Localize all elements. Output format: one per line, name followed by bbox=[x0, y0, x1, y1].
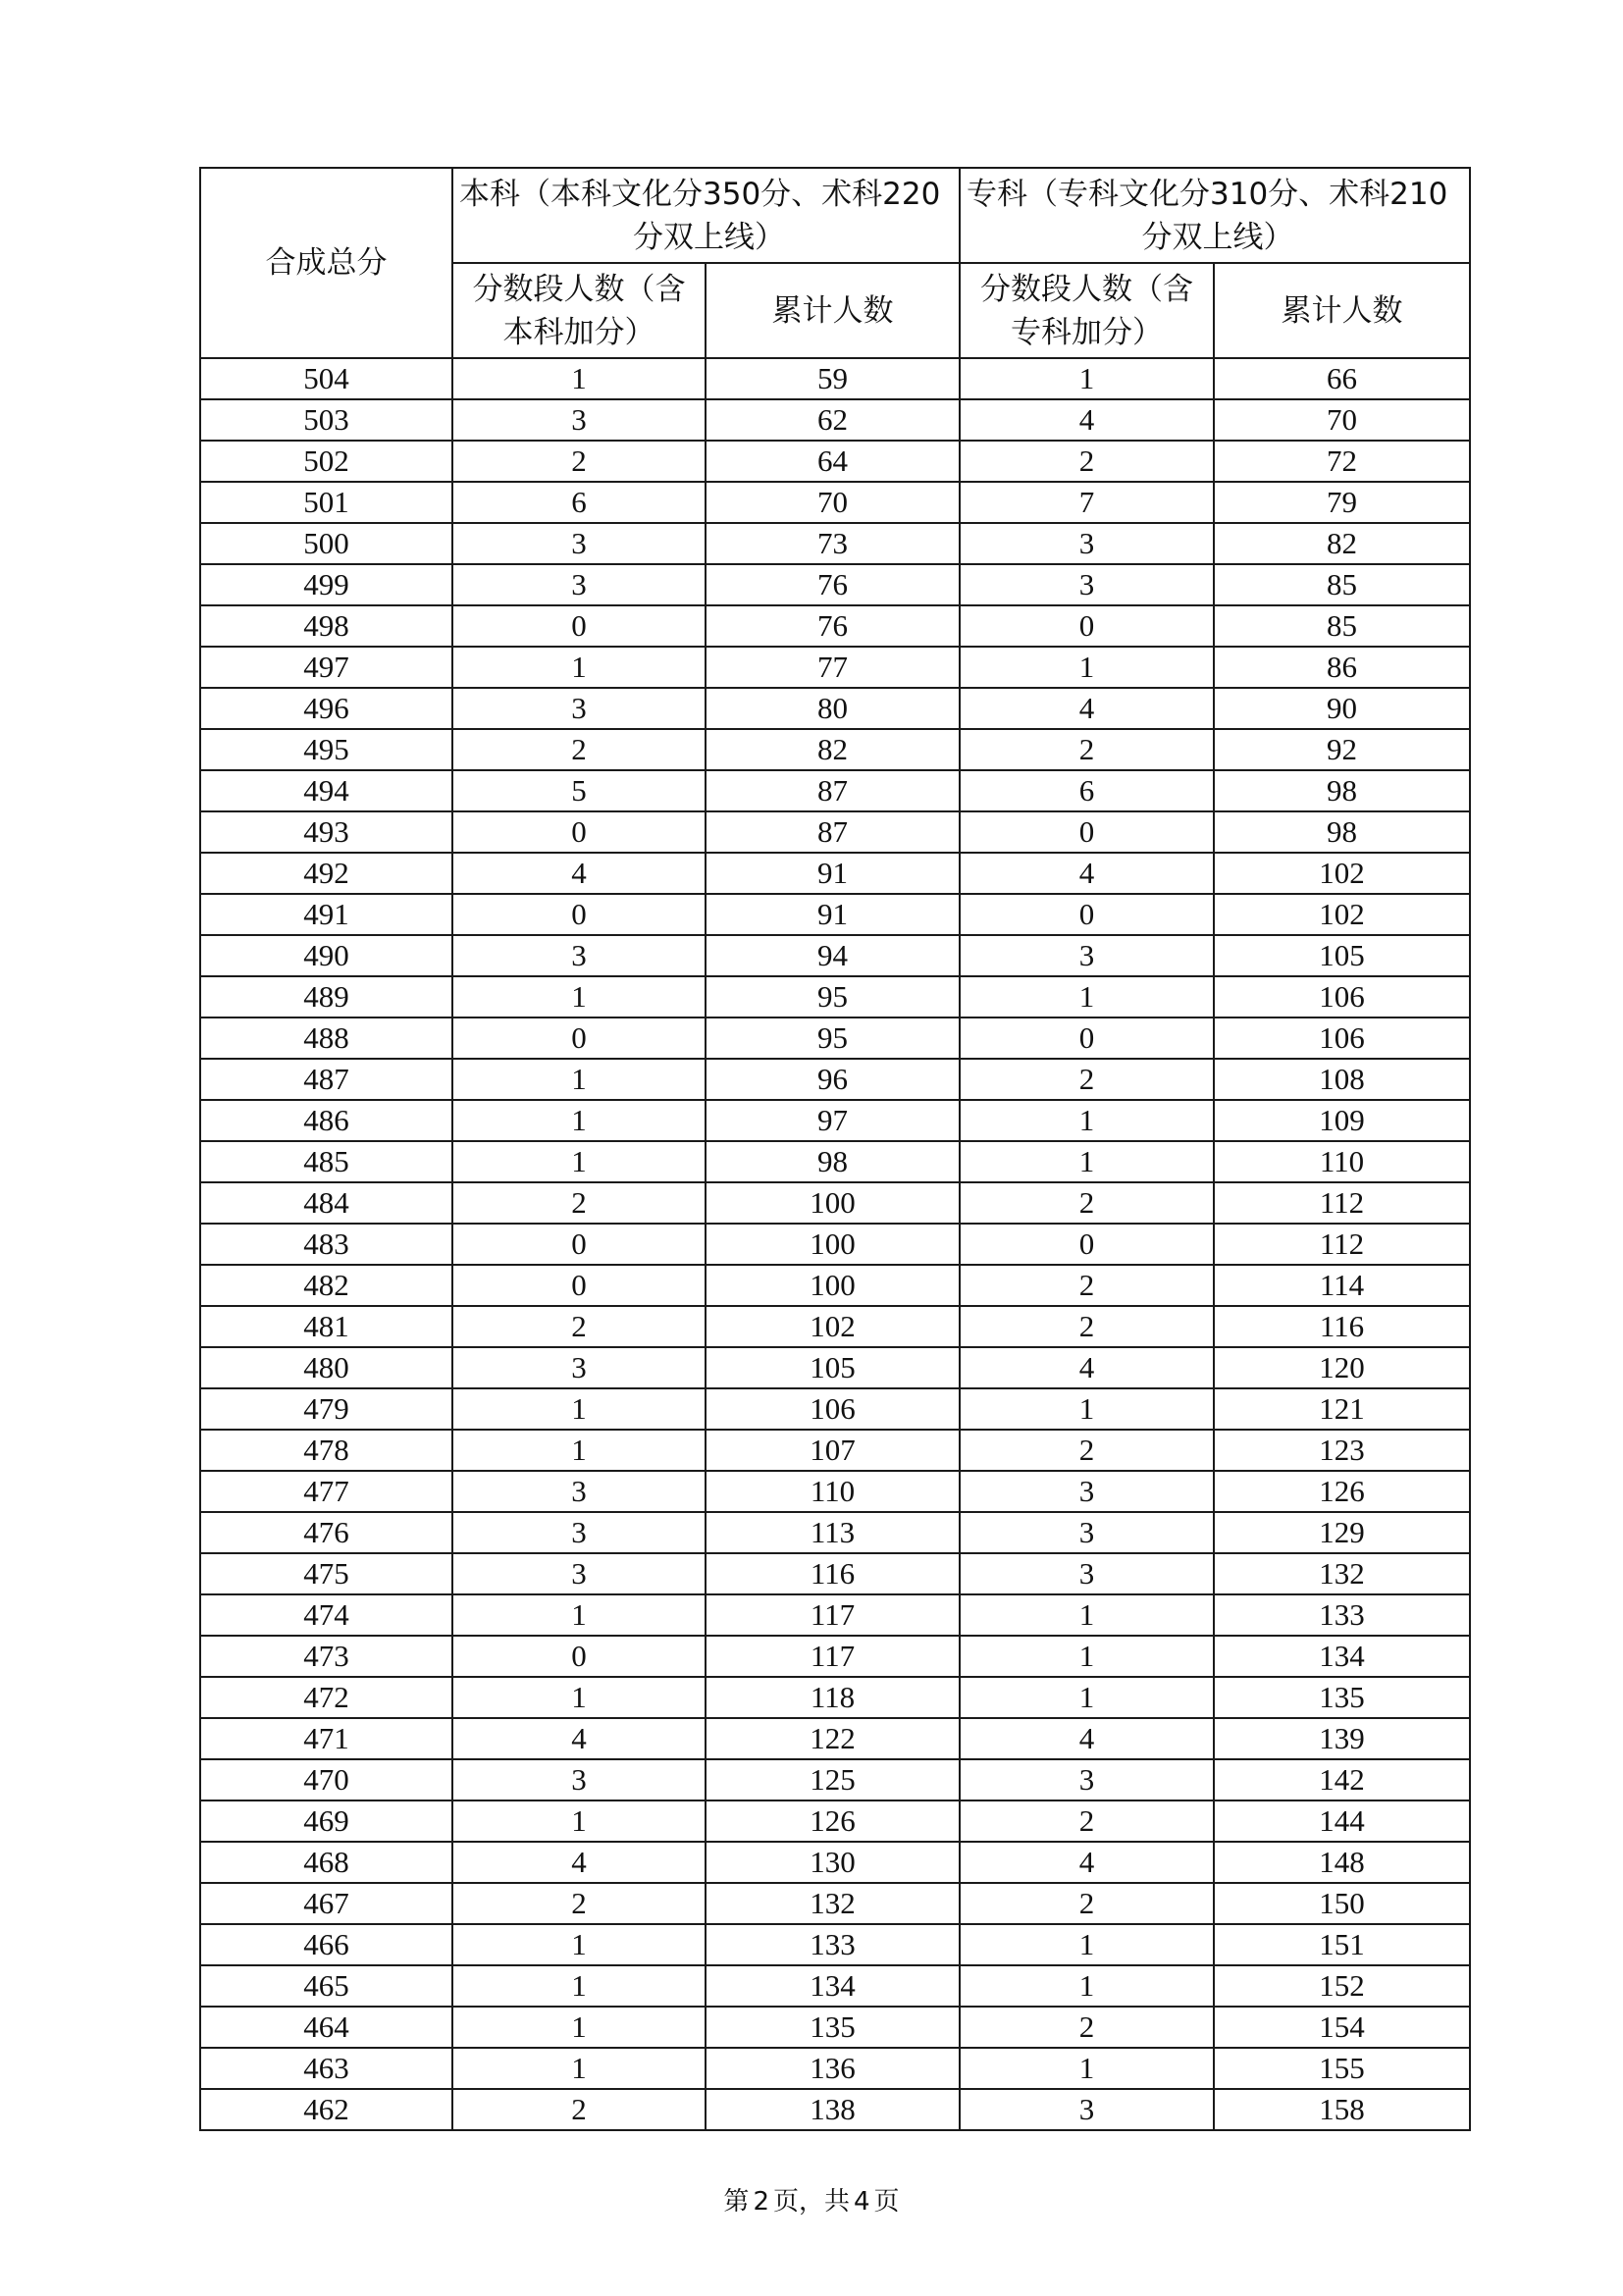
header-junior-count-line1: 分数段人数（含 bbox=[980, 271, 1193, 307]
score-cell: 463 bbox=[200, 2048, 452, 2089]
table-row bbox=[200, 2089, 1470, 2130]
undergrad-cumulative-cell: 100 bbox=[706, 1265, 960, 1306]
undergrad-count-cell: 1 bbox=[452, 1388, 706, 1430]
undergrad-count-cell: 2 bbox=[452, 1883, 706, 1924]
undergrad-count-cell: 0 bbox=[452, 811, 706, 853]
junior-count-cell: 1 bbox=[960, 1100, 1214, 1141]
score-distribution-table bbox=[199, 167, 1471, 2131]
undergrad-count-cell: 1 bbox=[452, 1677, 706, 1718]
table-row bbox=[200, 1224, 1470, 1265]
undergrad-cumulative-cell: 94 bbox=[706, 935, 960, 976]
undergrad-count-cell: 0 bbox=[452, 1636, 706, 1677]
undergrad-cumulative-cell: 95 bbox=[706, 1018, 960, 1059]
table-row bbox=[200, 1553, 1470, 1594]
table-row bbox=[200, 1842, 1470, 1883]
undergrad-cumulative-cell: 64 bbox=[706, 441, 960, 482]
score-cell: 489 bbox=[200, 976, 452, 1018]
junior-count-cell: 2 bbox=[960, 1883, 1214, 1924]
header-junior-count-line2: 专科加分） bbox=[1011, 314, 1163, 350]
junior-cumulative-cell: 142 bbox=[1214, 1759, 1470, 1800]
junior-cumulative-cell: 106 bbox=[1214, 976, 1470, 1018]
undergrad-cumulative-cell: 97 bbox=[706, 1100, 960, 1141]
undergrad-cumulative-cell: 98 bbox=[706, 1141, 960, 1182]
junior-count-cell: 2 bbox=[960, 1800, 1214, 1842]
header-junior-cumulative bbox=[1214, 263, 1470, 358]
junior-count-cell: 2 bbox=[960, 1306, 1214, 1347]
junior-cumulative-cell: 150 bbox=[1214, 1883, 1470, 1924]
undergrad-count-cell: 4 bbox=[452, 1718, 706, 1759]
undergrad-count-cell: 1 bbox=[452, 2007, 706, 2048]
junior-count-cell: 1 bbox=[960, 1388, 1214, 1430]
junior-cumulative-cell: 135 bbox=[1214, 1677, 1470, 1718]
table-body bbox=[200, 358, 1470, 2130]
junior-count-cell: 0 bbox=[960, 1224, 1214, 1265]
header-undergrad-count-line2: 本科加分） bbox=[502, 314, 655, 350]
undergrad-count-cell: 3 bbox=[452, 564, 706, 605]
junior-cumulative-cell: 148 bbox=[1214, 1842, 1470, 1883]
header-junior-group bbox=[960, 168, 1470, 263]
junior-cumulative-cell: 112 bbox=[1214, 1182, 1470, 1224]
undergrad-count-cell: 1 bbox=[452, 1800, 706, 1842]
table-row bbox=[200, 1182, 1470, 1224]
footer-suffix: 页 bbox=[873, 2187, 900, 2217]
score-cell: 471 bbox=[200, 1718, 452, 1759]
table-row bbox=[200, 1265, 1470, 1306]
score-cell: 473 bbox=[200, 1636, 452, 1677]
undergrad-cumulative-cell: 91 bbox=[706, 894, 960, 935]
junior-count-cell: 2 bbox=[960, 1182, 1214, 1224]
table-row bbox=[200, 1141, 1470, 1182]
score-cell: 485 bbox=[200, 1141, 452, 1182]
junior-count-cell: 1 bbox=[960, 1141, 1214, 1182]
junior-cumulative-cell: 106 bbox=[1214, 1018, 1470, 1059]
score-cell: 491 bbox=[200, 894, 452, 935]
undergrad-count-cell: 3 bbox=[452, 1471, 706, 1512]
table-row bbox=[200, 1100, 1470, 1141]
undergrad-cumulative-cell: 76 bbox=[706, 564, 960, 605]
junior-cumulative-cell: 98 bbox=[1214, 811, 1470, 853]
junior-count-cell: 4 bbox=[960, 1842, 1214, 1883]
table-row bbox=[200, 853, 1470, 894]
junior-count-cell: 3 bbox=[960, 1512, 1214, 1553]
undergrad-cumulative-cell: 87 bbox=[706, 770, 960, 811]
table-row bbox=[200, 1965, 1470, 2007]
undergrad-count-cell: 1 bbox=[452, 1594, 706, 1636]
junior-count-cell: 1 bbox=[960, 647, 1214, 688]
header-junior-count bbox=[960, 263, 1214, 358]
score-cell: 494 bbox=[200, 770, 452, 811]
undergrad-count-cell: 4 bbox=[452, 853, 706, 894]
table-row bbox=[200, 647, 1470, 688]
undergrad-cumulative-cell: 76 bbox=[706, 605, 960, 647]
header-junior-line2: 分双上线） bbox=[1141, 219, 1294, 255]
junior-count-cell: 1 bbox=[960, 1677, 1214, 1718]
undergrad-count-cell: 2 bbox=[452, 1182, 706, 1224]
junior-cumulative-cell: 90 bbox=[1214, 688, 1470, 729]
score-cell: 492 bbox=[200, 853, 452, 894]
undergrad-count-cell: 0 bbox=[452, 1018, 706, 1059]
undergrad-cumulative-cell: 130 bbox=[706, 1842, 960, 1883]
undergrad-count-cell: 1 bbox=[452, 647, 706, 688]
junior-cumulative-cell: 112 bbox=[1214, 1224, 1470, 1265]
junior-count-cell: 7 bbox=[960, 482, 1214, 523]
undergrad-cumulative-cell: 113 bbox=[706, 1512, 960, 1553]
footer-prefix: 第 bbox=[723, 2187, 750, 2217]
undergrad-count-cell: 3 bbox=[452, 1512, 706, 1553]
table-row bbox=[200, 1800, 1470, 1842]
undergrad-count-cell: 1 bbox=[452, 1965, 706, 2007]
header-undergrad-cumulative bbox=[706, 263, 960, 358]
undergrad-count-cell: 2 bbox=[452, 1306, 706, 1347]
table-row bbox=[200, 523, 1470, 564]
header-undergrad-group bbox=[452, 168, 960, 263]
junior-count-cell: 2 bbox=[960, 1265, 1214, 1306]
junior-count-cell: 4 bbox=[960, 1347, 1214, 1388]
table-row bbox=[200, 1306, 1470, 1347]
junior-cumulative-cell: 105 bbox=[1214, 935, 1470, 976]
undergrad-cumulative-cell: 73 bbox=[706, 523, 960, 564]
junior-count-cell: 2 bbox=[960, 729, 1214, 770]
undergrad-count-cell: 5 bbox=[452, 770, 706, 811]
junior-count-cell: 4 bbox=[960, 688, 1214, 729]
score-cell: 498 bbox=[200, 605, 452, 647]
table-row bbox=[200, 1388, 1470, 1430]
undergrad-cumulative-cell: 95 bbox=[706, 976, 960, 1018]
junior-cumulative-cell: 109 bbox=[1214, 1100, 1470, 1141]
score-cell: 496 bbox=[200, 688, 452, 729]
undergrad-cumulative-cell: 107 bbox=[706, 1430, 960, 1471]
score-cell: 483 bbox=[200, 1224, 452, 1265]
score-cell: 499 bbox=[200, 564, 452, 605]
table-row bbox=[200, 2007, 1470, 2048]
footer-middle: 页，共 bbox=[772, 2187, 850, 2217]
table-row bbox=[200, 482, 1470, 523]
undergrad-count-cell: 6 bbox=[452, 482, 706, 523]
score-cell: 464 bbox=[200, 2007, 452, 2048]
junior-count-cell: 3 bbox=[960, 2089, 1214, 2130]
undergrad-count-cell: 3 bbox=[452, 399, 706, 441]
junior-cumulative-cell: 132 bbox=[1214, 1553, 1470, 1594]
undergrad-count-cell: 1 bbox=[452, 976, 706, 1018]
footer-page-number: 2 bbox=[753, 2187, 769, 2217]
table-row bbox=[200, 358, 1470, 399]
junior-cumulative-cell: 98 bbox=[1214, 770, 1470, 811]
undergrad-cumulative-cell: 102 bbox=[706, 1306, 960, 1347]
header-score-label: 合成总分 bbox=[265, 245, 388, 281]
junior-count-cell: 2 bbox=[960, 2007, 1214, 2048]
score-cell: 484 bbox=[200, 1182, 452, 1224]
junior-count-cell: 4 bbox=[960, 399, 1214, 441]
undergrad-cumulative-cell: 134 bbox=[706, 1965, 960, 2007]
junior-cumulative-cell: 126 bbox=[1214, 1471, 1470, 1512]
score-cell: 478 bbox=[200, 1430, 452, 1471]
junior-cumulative-cell: 144 bbox=[1214, 1800, 1470, 1842]
header-undergrad-cumulative-label: 累计人数 bbox=[771, 292, 894, 329]
junior-count-cell: 1 bbox=[960, 976, 1214, 1018]
junior-cumulative-cell: 110 bbox=[1214, 1141, 1470, 1182]
table-row bbox=[200, 399, 1470, 441]
table-row bbox=[200, 688, 1470, 729]
junior-cumulative-cell: 92 bbox=[1214, 729, 1470, 770]
junior-count-cell: 3 bbox=[960, 523, 1214, 564]
undergrad-cumulative-cell: 117 bbox=[706, 1594, 960, 1636]
score-cell: 482 bbox=[200, 1265, 452, 1306]
junior-cumulative-cell: 85 bbox=[1214, 564, 1470, 605]
junior-count-cell: 0 bbox=[960, 605, 1214, 647]
table-row bbox=[200, 1347, 1470, 1388]
table-row bbox=[200, 1018, 1470, 1059]
table-row bbox=[200, 770, 1470, 811]
undergrad-count-cell: 3 bbox=[452, 523, 706, 564]
undergrad-cumulative-cell: 100 bbox=[706, 1224, 960, 1265]
undergrad-count-cell: 1 bbox=[452, 1100, 706, 1141]
undergrad-count-cell: 1 bbox=[452, 1059, 706, 1100]
score-cell: 469 bbox=[200, 1800, 452, 1842]
undergrad-cumulative-cell: 136 bbox=[706, 2048, 960, 2089]
undergrad-count-cell: 3 bbox=[452, 1347, 706, 1388]
undergrad-cumulative-cell: 87 bbox=[706, 811, 960, 853]
junior-count-cell: 2 bbox=[960, 1430, 1214, 1471]
junior-cumulative-cell: 129 bbox=[1214, 1512, 1470, 1553]
table-row bbox=[200, 1759, 1470, 1800]
score-cell: 501 bbox=[200, 482, 452, 523]
junior-cumulative-cell: 151 bbox=[1214, 1924, 1470, 1965]
undergrad-count-cell: 0 bbox=[452, 894, 706, 935]
undergrad-cumulative-cell: 91 bbox=[706, 853, 960, 894]
undergrad-count-cell: 3 bbox=[452, 688, 706, 729]
junior-count-cell: 0 bbox=[960, 811, 1214, 853]
header-undergrad-count bbox=[452, 263, 706, 358]
header-undergrad-count-line1: 分数段人数（含 bbox=[472, 271, 686, 307]
table-row bbox=[200, 1636, 1470, 1677]
score-cell: 495 bbox=[200, 729, 452, 770]
score-cell: 465 bbox=[200, 1965, 452, 2007]
page-footer bbox=[0, 2181, 1623, 2218]
undergrad-count-cell: 4 bbox=[452, 1842, 706, 1883]
undergrad-cumulative-cell: 100 bbox=[706, 1182, 960, 1224]
table-row bbox=[200, 976, 1470, 1018]
undergrad-count-cell: 1 bbox=[452, 1430, 706, 1471]
junior-count-cell: 3 bbox=[960, 1553, 1214, 1594]
junior-cumulative-cell: 114 bbox=[1214, 1265, 1470, 1306]
score-cell: 479 bbox=[200, 1388, 452, 1430]
score-cell: 497 bbox=[200, 647, 452, 688]
undergrad-cumulative-cell: 118 bbox=[706, 1677, 960, 1718]
junior-cumulative-cell: 108 bbox=[1214, 1059, 1470, 1100]
table-row bbox=[200, 1718, 1470, 1759]
score-cell: 493 bbox=[200, 811, 452, 853]
junior-count-cell: 3 bbox=[960, 935, 1214, 976]
undergrad-cumulative-cell: 122 bbox=[706, 1718, 960, 1759]
score-cell: 490 bbox=[200, 935, 452, 976]
junior-count-cell: 2 bbox=[960, 441, 1214, 482]
undergrad-count-cell: 0 bbox=[452, 1265, 706, 1306]
junior-cumulative-cell: 116 bbox=[1214, 1306, 1470, 1347]
score-cell: 466 bbox=[200, 1924, 452, 1965]
junior-cumulative-cell: 139 bbox=[1214, 1718, 1470, 1759]
junior-count-cell: 4 bbox=[960, 1718, 1214, 1759]
score-cell: 488 bbox=[200, 1018, 452, 1059]
table-row bbox=[200, 2048, 1470, 2089]
junior-cumulative-cell: 154 bbox=[1214, 2007, 1470, 2048]
undergrad-count-cell: 0 bbox=[452, 1224, 706, 1265]
undergrad-cumulative-cell: 116 bbox=[706, 1553, 960, 1594]
undergrad-count-cell: 2 bbox=[452, 441, 706, 482]
junior-cumulative-cell: 120 bbox=[1214, 1347, 1470, 1388]
score-cell: 474 bbox=[200, 1594, 452, 1636]
table-row bbox=[200, 935, 1470, 976]
table-row bbox=[200, 1883, 1470, 1924]
undergrad-count-cell: 1 bbox=[452, 1141, 706, 1182]
junior-count-cell: 3 bbox=[960, 1759, 1214, 1800]
table-row bbox=[200, 1471, 1470, 1512]
undergrad-count-cell: 3 bbox=[452, 935, 706, 976]
undergrad-count-cell: 1 bbox=[452, 2048, 706, 2089]
table-row bbox=[200, 441, 1470, 482]
undergrad-cumulative-cell: 105 bbox=[706, 1347, 960, 1388]
junior-cumulative-cell: 102 bbox=[1214, 853, 1470, 894]
score-cell: 503 bbox=[200, 399, 452, 441]
junior-cumulative-cell: 72 bbox=[1214, 441, 1470, 482]
undergrad-cumulative-cell: 138 bbox=[706, 2089, 960, 2130]
score-cell: 481 bbox=[200, 1306, 452, 1347]
footer-total-pages: 4 bbox=[854, 2187, 870, 2217]
junior-cumulative-cell: 121 bbox=[1214, 1388, 1470, 1430]
table-row bbox=[200, 1512, 1470, 1553]
junior-cumulative-cell: 102 bbox=[1214, 894, 1470, 935]
table-row bbox=[200, 729, 1470, 770]
undergrad-cumulative-cell: 133 bbox=[706, 1924, 960, 1965]
table-row bbox=[200, 1430, 1470, 1471]
junior-count-cell: 0 bbox=[960, 894, 1214, 935]
header-undergrad-line2: 分双上线） bbox=[633, 219, 785, 255]
junior-count-cell: 1 bbox=[960, 2048, 1214, 2089]
junior-cumulative-cell: 133 bbox=[1214, 1594, 1470, 1636]
undergrad-cumulative-cell: 77 bbox=[706, 647, 960, 688]
junior-cumulative-cell: 85 bbox=[1214, 605, 1470, 647]
score-cell: 477 bbox=[200, 1471, 452, 1512]
score-cell: 468 bbox=[200, 1842, 452, 1883]
junior-count-cell: 1 bbox=[960, 1924, 1214, 1965]
junior-count-cell: 1 bbox=[960, 358, 1214, 399]
junior-cumulative-cell: 66 bbox=[1214, 358, 1470, 399]
table-row bbox=[200, 894, 1470, 935]
junior-count-cell: 1 bbox=[960, 1594, 1214, 1636]
undergrad-count-cell: 1 bbox=[452, 1924, 706, 1965]
undergrad-cumulative-cell: 135 bbox=[706, 2007, 960, 2048]
score-cell: 470 bbox=[200, 1759, 452, 1800]
junior-count-cell: 6 bbox=[960, 770, 1214, 811]
score-cell: 467 bbox=[200, 1883, 452, 1924]
undergrad-cumulative-cell: 70 bbox=[706, 482, 960, 523]
score-cell: 476 bbox=[200, 1512, 452, 1553]
undergrad-cumulative-cell: 80 bbox=[706, 688, 960, 729]
junior-count-cell: 2 bbox=[960, 1059, 1214, 1100]
undergrad-cumulative-cell: 126 bbox=[706, 1800, 960, 1842]
junior-cumulative-cell: 158 bbox=[1214, 2089, 1470, 2130]
junior-cumulative-cell: 79 bbox=[1214, 482, 1470, 523]
score-cell: 500 bbox=[200, 523, 452, 564]
undergrad-cumulative-cell: 62 bbox=[706, 399, 960, 441]
undergrad-count-cell: 2 bbox=[452, 2089, 706, 2130]
header-score bbox=[200, 168, 452, 358]
undergrad-cumulative-cell: 125 bbox=[706, 1759, 960, 1800]
junior-count-cell: 4 bbox=[960, 853, 1214, 894]
junior-cumulative-cell: 82 bbox=[1214, 523, 1470, 564]
junior-count-cell: 3 bbox=[960, 564, 1214, 605]
undergrad-cumulative-cell: 110 bbox=[706, 1471, 960, 1512]
undergrad-count-cell: 3 bbox=[452, 1759, 706, 1800]
junior-count-cell: 3 bbox=[960, 1471, 1214, 1512]
header-undergrad-line1: 本科（本科文化分350分、术科220 bbox=[459, 176, 941, 212]
junior-cumulative-cell: 152 bbox=[1214, 1965, 1470, 2007]
junior-count-cell: 1 bbox=[960, 1636, 1214, 1677]
undergrad-cumulative-cell: 106 bbox=[706, 1388, 960, 1430]
score-cell: 462 bbox=[200, 2089, 452, 2130]
score-cell: 504 bbox=[200, 358, 452, 399]
junior-cumulative-cell: 134 bbox=[1214, 1636, 1470, 1677]
junior-count-cell: 0 bbox=[960, 1018, 1214, 1059]
undergrad-cumulative-cell: 59 bbox=[706, 358, 960, 399]
score-cell: 472 bbox=[200, 1677, 452, 1718]
junior-count-cell: 1 bbox=[960, 1965, 1214, 2007]
undergrad-cumulative-cell: 132 bbox=[706, 1883, 960, 1924]
table-row bbox=[200, 811, 1470, 853]
table-row bbox=[200, 564, 1470, 605]
junior-cumulative-cell: 86 bbox=[1214, 647, 1470, 688]
undergrad-count-cell: 3 bbox=[452, 1553, 706, 1594]
undergrad-cumulative-cell: 82 bbox=[706, 729, 960, 770]
score-cell: 502 bbox=[200, 441, 452, 482]
junior-cumulative-cell: 123 bbox=[1214, 1430, 1470, 1471]
undergrad-cumulative-cell: 117 bbox=[706, 1636, 960, 1677]
junior-cumulative-cell: 70 bbox=[1214, 399, 1470, 441]
header-junior-line1: 专科（专科文化分310分、术科210 bbox=[967, 176, 1448, 212]
junior-cumulative-cell: 155 bbox=[1214, 2048, 1470, 2089]
undergrad-count-cell: 1 bbox=[452, 358, 706, 399]
undergrad-count-cell: 2 bbox=[452, 729, 706, 770]
header-junior-cumulative-label: 累计人数 bbox=[1281, 292, 1403, 329]
score-cell: 486 bbox=[200, 1100, 452, 1141]
score-cell: 487 bbox=[200, 1059, 452, 1100]
undergrad-cumulative-cell: 96 bbox=[706, 1059, 960, 1100]
table-row bbox=[200, 1059, 1470, 1100]
table-row bbox=[200, 1677, 1470, 1718]
score-cell: 475 bbox=[200, 1553, 452, 1594]
undergrad-count-cell: 0 bbox=[452, 605, 706, 647]
table-row bbox=[200, 605, 1470, 647]
table-row bbox=[200, 1594, 1470, 1636]
table-row bbox=[200, 1924, 1470, 1965]
score-cell: 480 bbox=[200, 1347, 452, 1388]
